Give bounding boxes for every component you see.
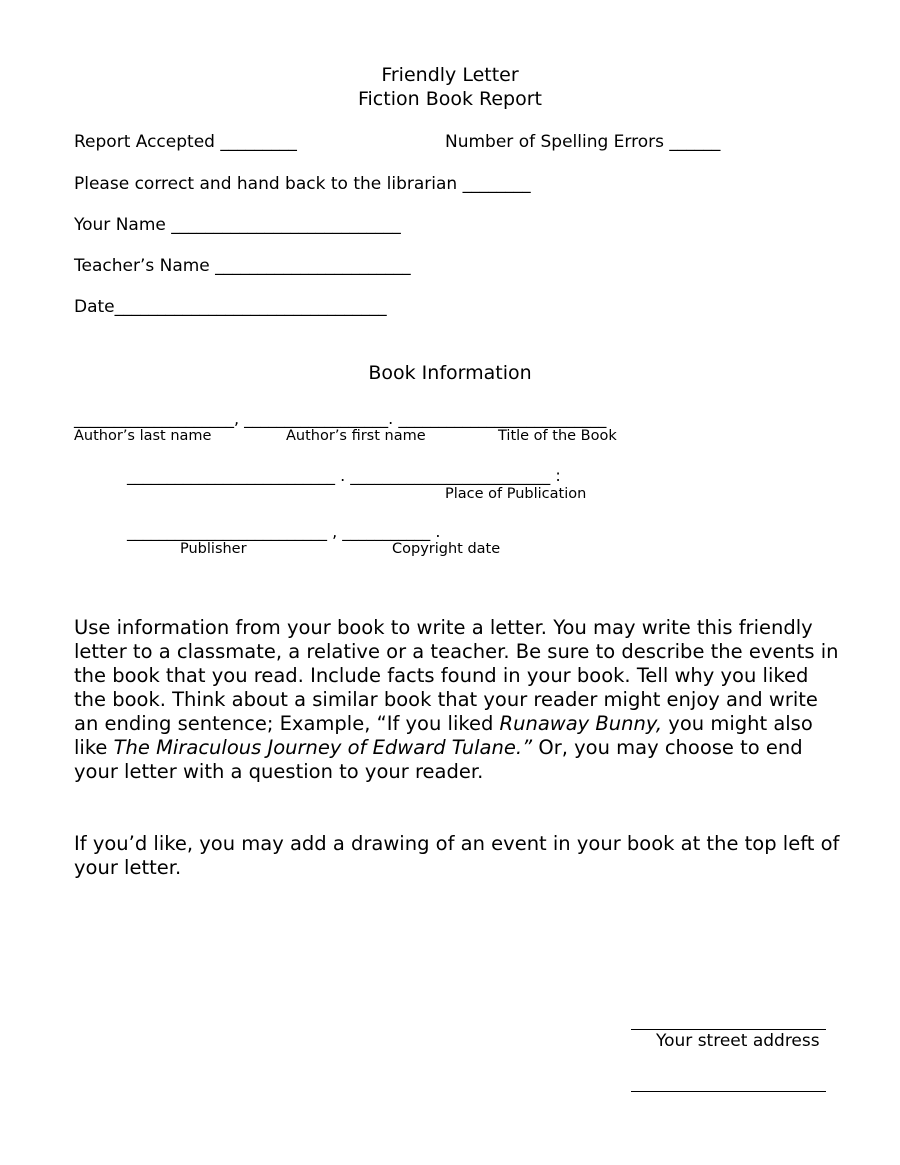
instructions-paragraph <box>74 616 844 784</box>
publisher-line: _________________________ , ___________ . <box>127 522 441 541</box>
copyright-date-label: Copyright date <box>392 541 501 557</box>
report-accepted-field: Report Accepted _________ <box>74 132 297 152</box>
example-book-title-1: Runaway Bunny, <box>499 712 663 735</box>
example-book-title-2: The Miraculous Journey of Edward Tulane.” <box>113 736 533 759</box>
street-address-label: Your street address <box>656 1031 820 1051</box>
page-subtitle: Fiction Book Report <box>357 88 543 110</box>
spelling-errors-field: Number of Spelling Errors ______ <box>445 132 721 152</box>
instructions-text-b: you might also like <box>74 712 813 759</box>
book-title-label: Title of the Book <box>498 428 617 444</box>
your-name-field: Your Name ___________________________ <box>74 215 401 235</box>
instructions-text-a: Use information from your book to write a letter. You may write this friendly letter to a classmate, a relative or a teacher. Be sure to describe the events in the book that you read. Include facts found in your book. Tell why you liked the book. Think about a similar book that your reader might enjoy and write an ending sentence; Example, “If you liked <box>74 616 839 735</box>
drawing-paragraph: If you’d like, you may add a drawing of an event in your book at the top left of your letter. <box>74 832 840 879</box>
instructions-text-c: Or, you may choose to end your letter with a question to your reader. <box>74 736 803 783</box>
place-of-publication-label: Place of Publication <box>445 486 587 502</box>
correct-hand-back-field: Please correct and hand back to the librarian ________ <box>74 174 531 194</box>
place-line: __________________________ . _________________________ : <box>127 466 561 485</box>
author-title-line: ____________________, __________________. __________________________ <box>74 409 607 428</box>
author-first-name-label: Author’s first name <box>286 428 426 444</box>
publisher-label: Publisher <box>180 541 247 557</box>
page-title: Friendly Letter <box>381 64 519 86</box>
date-field: Date________________________________ <box>74 297 387 317</box>
author-last-name-label: Author’s last name <box>74 428 212 444</box>
teacher-name-field: Teacher’s Name _______________________ <box>74 256 411 276</box>
street-address-rule <box>631 1029 826 1030</box>
city-address-rule <box>631 1091 826 1092</box>
book-info-heading: Book Information <box>368 362 532 384</box>
